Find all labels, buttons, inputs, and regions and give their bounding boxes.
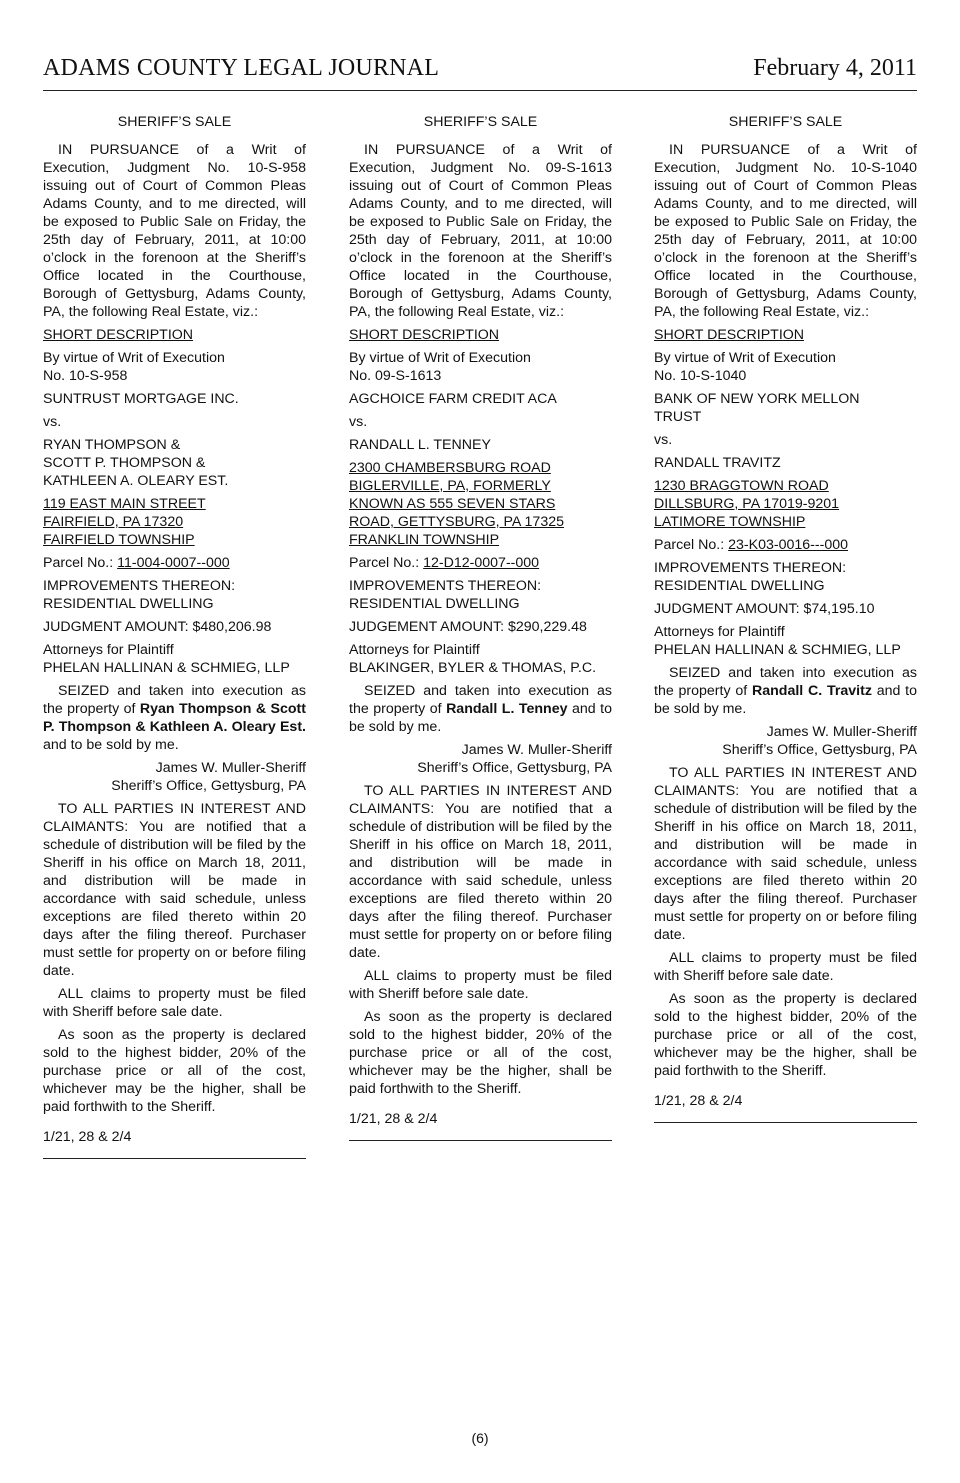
versus: vs. [43,414,62,430]
property-address [654,477,917,531]
issue-date: February 4, 2011 [753,55,917,81]
plaintiff [349,390,612,408]
improvements-label: IMPROVEMENTS THEREON: [349,578,542,594]
writ-line: By virtue of Writ of Execution [43,350,225,366]
defendant-name: RYAN THOMPSON & [43,437,181,453]
claimants-paragraph: TO ALL PARTIES IN INTEREST AND CLAIMANTS: You are notified that a schedule of distribution will be filed by the Sheriff in his office on March 18, 2011, and distribution will be made in accordance with said schedule, unless exceptions are filed thereto within 20 days after the filing thereof. Purchaser must settle for property on or before filing date. [349,783,612,961]
notice-column-2 [349,113,612,1141]
sheriff-office: Sheriff’s Office, Gettysburg, PA [722,742,917,758]
address-line: 1230 BRAGGTOWN ROAD [654,478,829,494]
seized-owner: Randall C. Travitz [751,683,872,699]
notice-heading: SHERIFF’S SALE [728,114,843,130]
improvements-value: RESIDENTIAL DWELLING [349,596,520,612]
address-line: KNOWN AS 555 SEVEN STARS [349,496,556,512]
attorneys-name: PHELAN HALLINAN & SCHMIEG, LLP [654,642,901,658]
judgment-amount: JUDGMENT AMOUNT: $480,206.98 [43,619,272,635]
seized-text: SEIZED and taken into execution as the property of [43,683,306,717]
parcel-label: Parcel No.: [43,555,118,571]
defendants [349,436,612,454]
notice-divider [349,1140,612,1141]
writ-block [349,349,612,385]
property-address [43,495,306,549]
defendant-name: SCOTT P. THOMPSON & [43,455,206,471]
attorneys-label: Attorneys for Plaintiff [349,642,480,658]
attorneys [349,641,612,677]
publication-title: ADAMS COUNTY LEGAL JOURNAL [43,55,440,81]
improvements-value: RESIDENTIAL DWELLING [43,596,214,612]
parcel-number: 11-004-0007--000 [117,555,230,571]
publication-dates: 1/21, 28 & 2/4 [654,1093,743,1109]
address-line: 2300 CHAMBERSBURG ROAD [349,460,551,476]
notice-column-3 [654,113,917,1123]
improvements [654,559,917,595]
writ-line: By virtue of Writ of Execution [349,350,531,366]
defendants [43,436,306,490]
short-description-heading: SHORT DESCRIPTION [654,327,805,343]
publication-dates: 1/21, 28 & 2/4 [349,1111,438,1127]
sheriff-signature [654,723,917,759]
defendant-name: KATHLEEN A. OLEARY EST. [43,473,229,489]
plaintiff-name: SUNTRUST MORTGAGE INC. [43,391,239,407]
attorneys [43,641,306,677]
improvements-label: IMPROVEMENTS THEREON: [654,560,847,576]
address-line: FAIRFIELD TOWNSHIP [43,532,195,548]
declared-paragraph: As soon as the property is declared sold to the highest bidder, 20% of the purchase price or all of the cost, whichever may be the higher, shall be paid forthwith to the Sheriff. [349,1009,612,1097]
improvements [349,577,612,613]
short-description-heading: SHORT DESCRIPTION [43,327,194,343]
notice-heading: SHERIFF’S SALE [117,114,232,130]
claims-paragraph: ALL claims to property must be filed with Sheriff before sale date. [43,986,306,1020]
writ-line: By virtue of Writ of Execution [654,350,836,366]
attorneys-name: PHELAN HALLINAN & SCHMIEG, LLP [43,660,290,676]
parcel [43,554,306,572]
declared-paragraph: As soon as the property is declared sold to the highest bidder, 20% of the purchase price or all of the cost, whichever may be the higher, shall be paid forthwith to the Sheriff. [43,1027,306,1115]
seized-paragraph [43,682,306,754]
declared-paragraph: As soon as the property is declared sold to the highest bidder, 20% of the purchase price or all of the cost, whichever may be the higher, shall be paid forthwith to the Sheriff. [654,991,917,1079]
sheriff-name: James W. Muller-Sheriff [461,742,612,758]
plaintiff-name: TRUST [654,409,702,425]
publication-dates: 1/21, 28 & 2/4 [43,1129,132,1145]
sheriff-signature [349,741,612,777]
address-line: ROAD, GETTYSBURG, PA 17325 [349,514,564,530]
parcel-number: 23-K03-0016---000 [728,537,849,553]
claimants-paragraph: TO ALL PARTIES IN INTEREST AND CLAIMANTS: You are notified that a schedule of distribution will be filed by the Sheriff in his office on March 18, 2011, and distribution will be made in accordance with said schedule, unless exceptions are filed thereto within 20 days after the filing thereof. Purchaser must settle for property on or before filing date. [654,765,917,943]
writ-number: No. 09-S-1613 [349,368,442,384]
attorneys-name: BLAKINGER, BYLER & THOMAS, P.C. [349,660,597,676]
intro-paragraph: IN PURSUANCE of a Writ of Execution, Judgment No. 10-S-958 issuing out of Court of Common Pleas Adams County, and to me directed, will be exposed to Public Sale on Friday, the 25th day of February, 2011, at 10:00 o’clock in the forenoon at the Sheriff’s Office located in the Courthouse, Borough of Gettysburg, Adams County, PA, the following Real Estate, viz.: [43,142,306,320]
sheriff-name: James W. Muller-Sheriff [766,724,917,740]
defendants [654,454,917,472]
claims-paragraph: ALL claims to property must be filed with Sheriff before sale date. [349,968,612,1002]
sheriff-office: Sheriff’s Office, Gettysburg, PA [111,778,306,794]
writ-number: No. 10-S-1040 [654,368,747,384]
parcel-label: Parcel No.: [349,555,424,571]
notice-heading: SHERIFF’S SALE [423,114,538,130]
parcel [654,536,917,554]
seized-owner: Ryan Thompson & Scott P. Thompson & Kathleen A. Oleary Est. [43,701,306,735]
address-line: BIGLERVILLE, PA, FORMERLY [349,478,551,494]
seized-text-end: and to be sold by me. [43,737,179,753]
sheriff-office: Sheriff’s Office, Gettysburg, PA [417,760,612,776]
parcel-number: 12-D12-0007--000 [423,555,540,571]
seized-text: SEIZED and taken into execution as the property of [349,683,612,717]
address-line: FRANKLIN TOWNSHIP [349,532,500,548]
sheriff-name: James W. Muller-Sheriff [155,760,306,776]
notice-divider [654,1122,917,1123]
seized-text-end: and to be sold by me. [349,701,612,735]
improvements-value: RESIDENTIAL DWELLING [654,578,825,594]
masthead [43,50,917,91]
parcel [349,554,612,572]
improvements-label: IMPROVEMENTS THEREON: [43,578,236,594]
plaintiff-name: AGCHOICE FARM CREDIT ACA [349,391,557,407]
notice-divider [43,1158,306,1159]
notice-column-1 [43,113,306,1159]
seized-text-end: and to be sold by me. [654,683,917,717]
plaintiff-name: BANK OF NEW YORK MELLON [654,391,860,407]
judgment-amount: JUDGMENT AMOUNT: $74,195.10 [654,601,875,617]
improvements [43,577,306,613]
property-address [349,459,612,549]
attorneys-label: Attorneys for Plaintiff [654,624,785,640]
seized-paragraph [654,664,917,718]
address-line: FAIRFIELD, PA 17320 [43,514,184,530]
address-line: LATIMORE TOWNSHIP [654,514,806,530]
judgment-amount: JUDGEMENT AMOUNT: $290,229.48 [349,619,587,635]
writ-block [654,349,917,385]
address-line: DILLSBURG, PA 17019-9201 [654,496,840,512]
plaintiff [43,390,306,408]
seized-text: SEIZED and taken into execution as the property of [654,665,917,699]
versus: vs. [654,432,673,448]
sheriff-signature [43,759,306,795]
defendant-name: RANDALL TRAVITZ [654,455,781,471]
intro-paragraph: IN PURSUANCE of a Writ of Execution, Judgment No. 09-S-1613 issuing out of Court of Common Pleas Adams County, and to me directed, will be exposed to Public Sale on Friday, the 25th day of February, 2011, at 10:00 o’clock in the forenoon at the Sheriff’s Office located in the Courthouse, Borough of Gettysburg, Adams County, PA, the following Real Estate, viz.: [349,142,612,320]
short-description-heading: SHORT DESCRIPTION [349,327,500,343]
seized-owner: Randall L. Tenney [446,701,568,717]
plaintiff [654,390,917,426]
attorneys [654,623,917,659]
page-number: (6) [471,1430,489,1446]
writ-block [43,349,306,385]
writ-number: No. 10-S-958 [43,368,128,384]
versus: vs. [349,414,368,430]
address-line: 119 EAST MAIN STREET [43,496,206,512]
defendant-name: RANDALL L. TENNEY [349,437,491,453]
intro-paragraph: IN PURSUANCE of a Writ of Execution, Judgment No. 10-S-1040 issuing out of Court of Common Pleas Adams County, and to me directed, will be exposed to Public Sale on Friday, the 25th day of February, 2011, at 10:00 o’clock in the forenoon at the Sheriff’s Office located in the Courthouse, Borough of Gettysburg, Adams County, PA, the following Real Estate, viz.: [654,142,917,320]
claimants-paragraph: TO ALL PARTIES IN INTEREST AND CLAIMANTS: You are notified that a schedule of distribution will be filed by the Sheriff in his office on March 18, 2011, and distribution will be made in accordance with said schedule, unless exceptions are filed thereto within 20 days after the filing thereof. Purchaser must settle for property on or before filing date. [43,801,306,979]
seized-paragraph [349,682,612,736]
claims-paragraph: ALL claims to property must be filed with Sheriff before sale date. [654,950,917,984]
attorneys-label: Attorneys for Plaintiff [43,642,174,658]
parcel-label: Parcel No.: [654,537,729,553]
